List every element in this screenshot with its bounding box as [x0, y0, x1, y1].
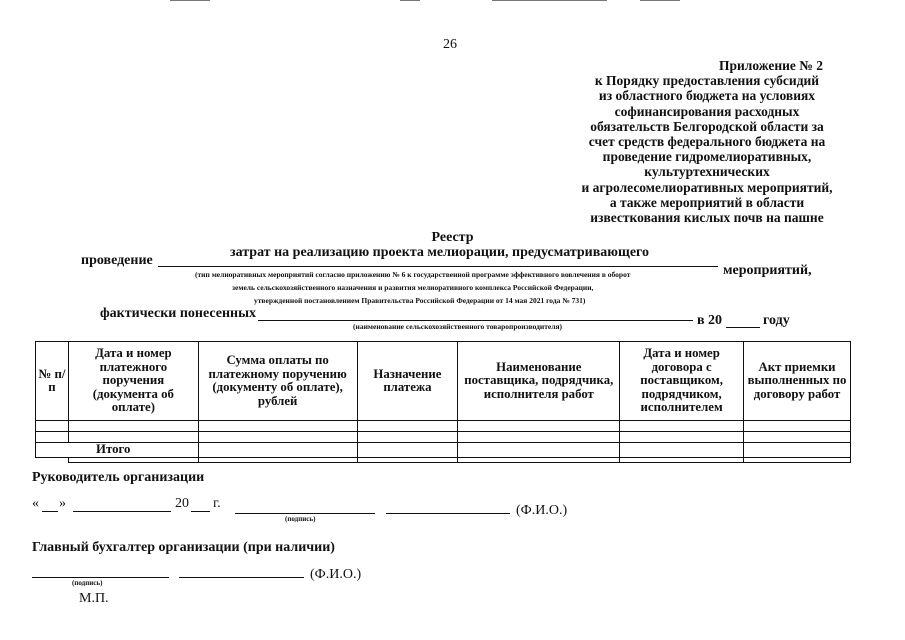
table-row [36, 421, 851, 432]
month-fill-line[interactable] [73, 511, 171, 512]
year-fill-line[interactable] [726, 327, 760, 328]
table-cell[interactable] [357, 443, 458, 458]
column-header: Дата и номер платежного поручения (документа об оплате) [68, 342, 198, 421]
table-cell[interactable] [620, 432, 744, 443]
column-header: Сумма оплаты по платежному поручению (документу об оплате), рублей [198, 342, 357, 421]
table-cell[interactable] [744, 432, 851, 443]
registry-title: Реестр [431, 230, 474, 245]
seal-mark: М.П. [79, 591, 109, 606]
table-row [36, 432, 851, 443]
total-label: Итого [36, 443, 199, 458]
appendix-line: к Порядку предоставления субсидий [594, 73, 820, 89]
table-cell[interactable] [68, 432, 198, 443]
table-cell[interactable] [198, 432, 357, 443]
table-cell[interactable] [36, 432, 69, 443]
table-total-row [36, 443, 851, 458]
accountant-fio-line[interactable] [179, 577, 304, 578]
accountant-fio-label: (Ф.И.О.) [310, 567, 362, 582]
purpose-note-line: (тип мелиоративных мероприятий согласно приложению № 6 к государственной программе эффективного вовлечения в оборот [195, 270, 631, 279]
accountant-label: Главный бухгалтер организации (при наличии) [32, 540, 335, 555]
appendix-title: Приложение № 2 [719, 58, 823, 73]
head-signature-note: (подпись) [285, 515, 316, 523]
year-word: году [763, 313, 790, 328]
head-fio-line[interactable] [386, 513, 510, 514]
appendix-line: софинансирования расходных [614, 103, 800, 119]
appendix-line: проведение гидромелиоративных, [602, 149, 812, 165]
table-cell[interactable] [744, 421, 851, 432]
appendix-line: из областного бюджета на условиях [598, 88, 816, 104]
column-header: Акт приемки выполненных по договору работ [744, 342, 851, 421]
events-label: мероприятий, [723, 263, 812, 278]
appendix-line: счет средств федерального бюджета на [588, 134, 826, 150]
producer-fill-line[interactable] [258, 320, 693, 321]
appendix-line: обязательств Белгородской области за [590, 118, 824, 134]
column-header: Наименование поставщика, подрядчика, исполнителя работ [458, 342, 620, 421]
year-prefix: в 20 [697, 313, 723, 328]
table-cell [744, 457, 851, 462]
table-cell[interactable] [744, 443, 851, 458]
purpose-label: проведение [81, 253, 153, 268]
table-cell[interactable] [198, 421, 357, 432]
table-cell [620, 457, 744, 462]
purpose-note-line: утвержденной постановлением Правительства Российской Федерации от 14 мая 2021 года № 731) [254, 296, 586, 305]
actually-incurred-label: фактически понесенных [100, 306, 257, 321]
head-label: Руководитель организации [32, 470, 205, 485]
table-cell[interactable] [458, 432, 620, 443]
column-header: № п/п [36, 342, 69, 421]
date-year-fill-line[interactable] [191, 511, 210, 512]
close-quote: » [59, 496, 66, 511]
day-fill-line[interactable] [42, 511, 58, 512]
table-header-row [36, 342, 851, 421]
registry-table [35, 341, 851, 463]
date-year-prefix: 20 [175, 496, 189, 511]
table-cell [198, 457, 357, 462]
table-cell[interactable] [68, 421, 198, 432]
table-cell[interactable] [620, 443, 744, 458]
page-number: 26 [443, 37, 457, 52]
accountant-signature-line[interactable] [32, 577, 169, 578]
table-cell[interactable] [458, 443, 620, 458]
purpose-fill-line[interactable] [158, 266, 718, 267]
appendix-line: и агролесомелиоративных мероприятий, [581, 179, 833, 195]
head-signature-line[interactable] [235, 513, 375, 514]
column-header: Дата и номер договора с поставщиком, подрядчиком, исполнителем [620, 342, 744, 421]
purpose-note-line: земель сельскохозяйственного назначения и развития мелиоративного комплекса Российской Федерации, [232, 283, 594, 292]
appendix-block [557, 58, 857, 225]
table-cell[interactable] [458, 421, 620, 432]
producer-note: (наименование сельскохозяйственного товаропроизводителя) [353, 322, 563, 331]
date-year-suffix: г. [213, 496, 221, 511]
registry-subtitle: затрат на реализацию проекта мелиорации, предусматривающего [230, 245, 650, 260]
scan-mark [492, 0, 607, 1]
open-quote: « [32, 496, 39, 511]
scan-mark [400, 0, 420, 1]
table-row [36, 457, 851, 462]
appendix-line: известкования кислых почв на пашне [590, 210, 824, 226]
table-cell[interactable] [198, 443, 357, 458]
table-cell [458, 457, 620, 462]
table-cell [36, 457, 69, 462]
table-cell[interactable] [620, 421, 744, 432]
accountant-signature-note: (подпись) [72, 579, 103, 587]
head-fio-label: (Ф.И.О.) [516, 503, 568, 518]
scan-mark [170, 0, 210, 1]
table-cell [68, 457, 198, 462]
column-header: Назначение платежа [357, 342, 458, 421]
table-cell [357, 457, 458, 462]
table-cell[interactable] [357, 432, 458, 443]
appendix-line: а также мероприятий в области [609, 194, 805, 210]
scan-mark [640, 0, 680, 1]
appendix-line: культуртехнических [644, 164, 770, 180]
table-cell[interactable] [357, 421, 458, 432]
table-cell[interactable] [36, 421, 69, 432]
